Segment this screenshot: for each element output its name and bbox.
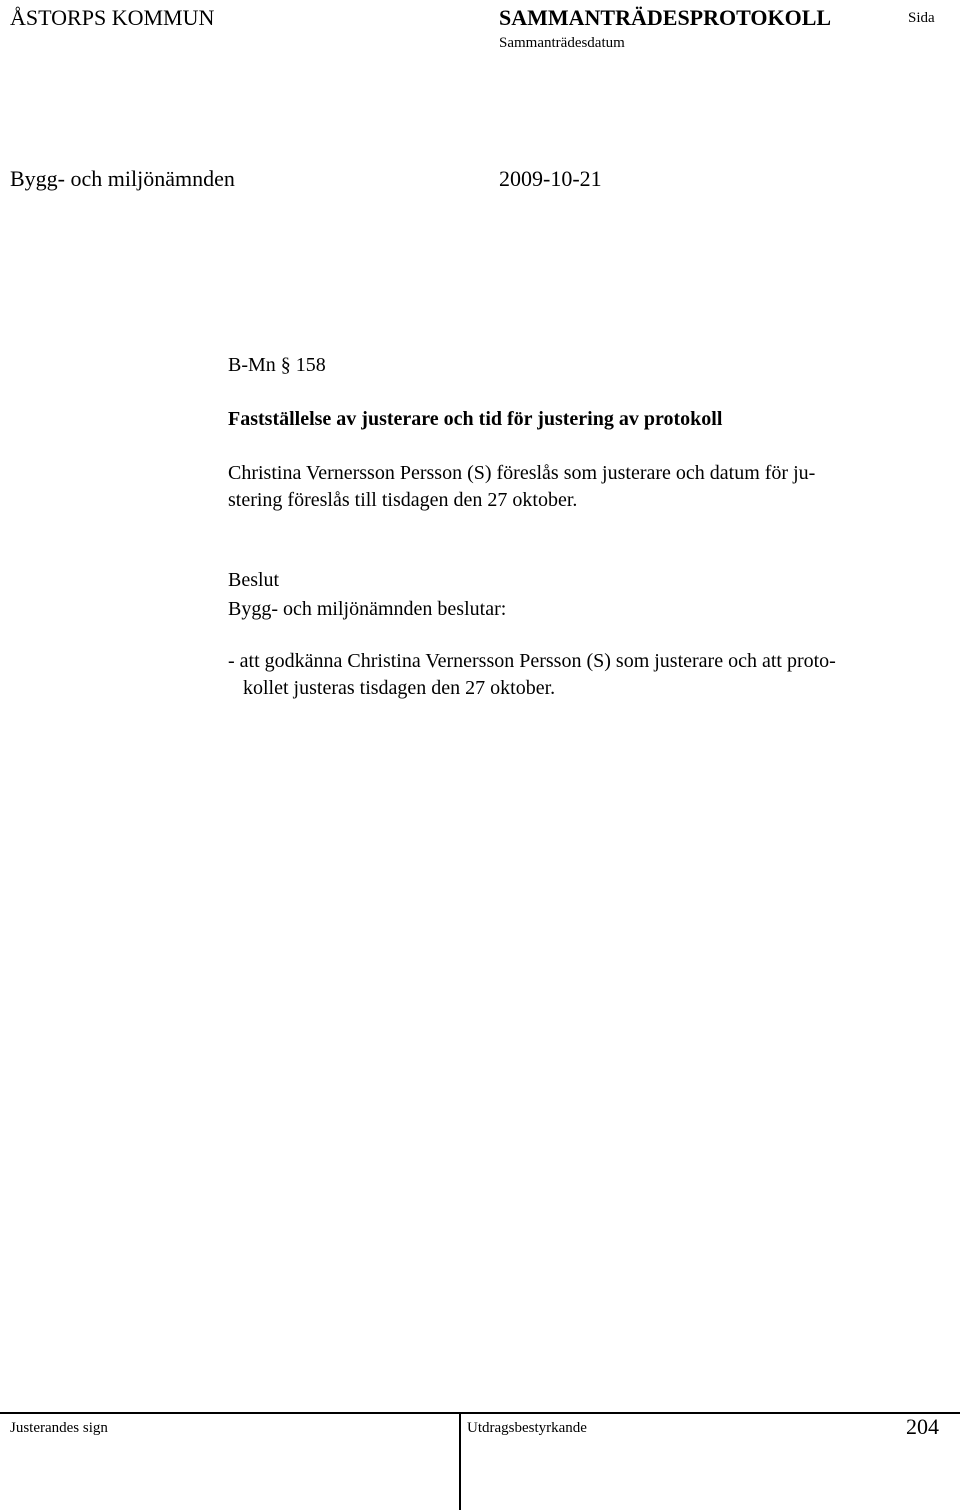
certification-label: Utdragsbestyrkande (467, 1420, 587, 1436)
decision-item-line: kollet justeras tisdagen den 27 oktober. (243, 677, 556, 699)
document-type: SAMMANTRÄDESPROTOKOLL (499, 5, 832, 30)
paragraph-line: Christina Vernersson Persson (S) föreslås som justerare och datum för ju- (228, 462, 816, 484)
decision-heading: Beslut (228, 569, 280, 591)
paragraph-line: stering föreslås till tisdagen den 27 oktober. (228, 489, 578, 511)
meeting-date-label: Sammanträdesdatum (499, 35, 625, 51)
page-number: 204 (906, 1414, 939, 1439)
committee-name: Bygg- och miljönämnden (10, 166, 235, 191)
organization-name: ÅSTORPS KOMMUN (10, 5, 215, 30)
signature-label: Justerandes sign (10, 1420, 108, 1436)
section-number: B-Mn § 158 (228, 354, 326, 376)
section-title: Fastställelse av justerare och tid för justering av protokoll (228, 408, 723, 430)
page-label: Sida (908, 10, 935, 26)
footer-divider (459, 1412, 461, 1510)
meeting-date: 2009-10-21 (499, 166, 602, 191)
footer-rule (0, 1412, 960, 1414)
decision-item-line: - att godkänna Christina Vernersson Persson (S) som justerare och att proto- (228, 650, 836, 672)
decision-intro: Bygg- och miljönämnden beslutar: (228, 598, 507, 620)
